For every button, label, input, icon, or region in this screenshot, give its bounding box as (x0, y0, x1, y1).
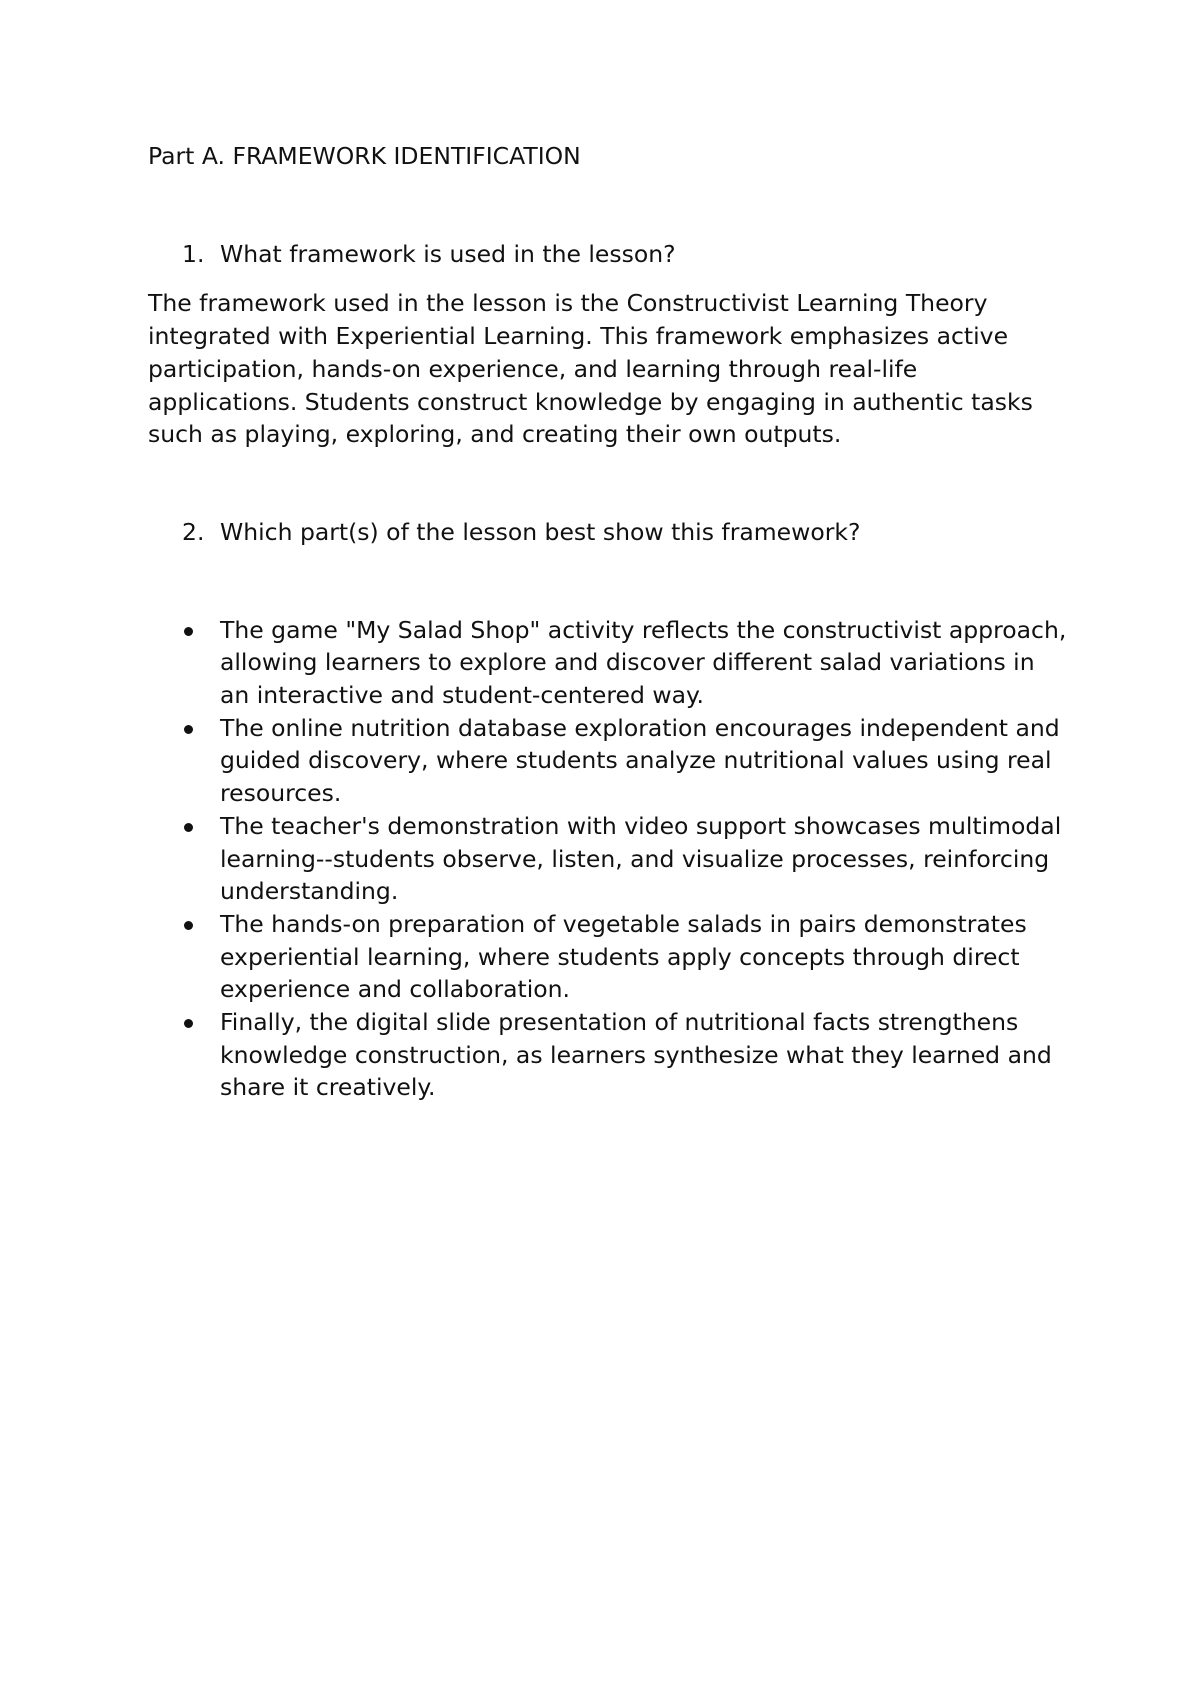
list-item (148, 1006, 1068, 1104)
question-2 (148, 516, 1068, 549)
answer-2-bullet-list (148, 614, 1068, 1105)
list-item (148, 908, 1068, 1006)
bullet-icon (184, 1019, 193, 1028)
list-item (148, 614, 1068, 712)
bullet-icon (184, 921, 193, 930)
question-1-number: 1. (182, 239, 205, 268)
list-item (148, 712, 1068, 810)
answer-1-paragraph: The framework used in the lesson is the Constructivist Learning Theory integrated with Experiential Learning. This framework emphasizes active participation, hands-on experience, and learning through real-life applications. Students construct knowledge by engaging in authentic tasks such as playing, exploring, and creating their own outputs. (148, 289, 1033, 449)
question-1 (148, 238, 1068, 271)
list-item-text: The game "My Salad Shop" activity reflects the constructivist approach, allowing learners to explore and discover different salad variations in an interactive and student-centered way. (220, 615, 1067, 710)
list-item (148, 810, 1068, 908)
question-1-text: What framework is used in the lesson? (220, 239, 676, 268)
list-item-text: Finally, the digital slide presentation of nutritional facts strengthens knowledge construction, as learners synthesize what they learned and share it creatively. (220, 1008, 1052, 1102)
section-heading: Part A. FRAMEWORK IDENTIFICATION (148, 142, 581, 170)
bullet-icon (184, 627, 193, 636)
bullet-icon (184, 823, 193, 832)
question-2-text: Which part(s) of the lesson best show this framework? (220, 517, 861, 546)
bullet-icon (184, 725, 193, 734)
list-item-text: The teacher's demonstration with video support showcases multimodal learning--students observe, listen, and visualize processes, reinforcing understanding. (220, 811, 1062, 906)
list-item-text: The online nutrition database exploration encourages independent and guided discovery, where students analyze nutritional values using real resources. (220, 713, 1060, 808)
document-body (148, 140, 1068, 1104)
list-item-text: The hands-on preparation of vegetable salads in pairs demonstrates experiential learning, where students apply concepts through direct experience and collaboration. (220, 909, 1027, 1004)
question-2-number: 2. (182, 517, 205, 546)
